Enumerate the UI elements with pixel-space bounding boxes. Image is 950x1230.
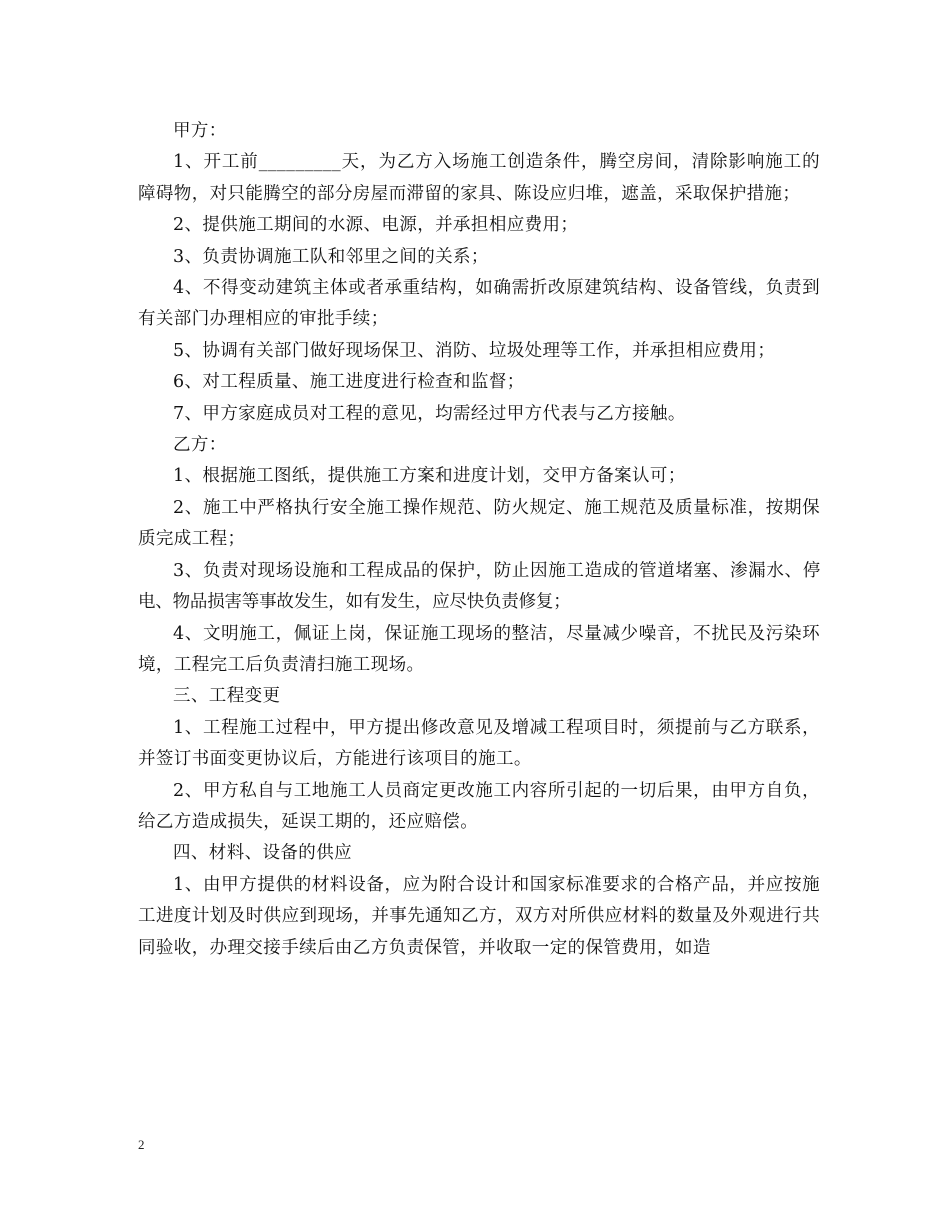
paragraph: 3、负责协调施工队和邻里之间的关系； bbox=[173, 246, 489, 267]
paragraph: 6、对工程质量、施工进度进行检查和监督； bbox=[173, 372, 525, 393]
section-heading-changes: 三、工程变更 bbox=[173, 686, 281, 707]
document-body bbox=[138, 116, 820, 964]
section-heading-materials: 四、材料、设备的供应 bbox=[173, 843, 352, 864]
page-number: 2 bbox=[138, 1137, 145, 1152]
paragraph: 5、协调有关部门做好现场保卫、消防、垃圾处理等工作，并承担相应费用； bbox=[173, 340, 776, 361]
paragraph: 2、提供施工期间的水源、电源，并承担相应费用； bbox=[173, 215, 579, 236]
paragraph: 2、甲方私自与工地施工人员商定更改施工内容所引起的一切后果，由甲方自负，给乙方造成损失，延误工期的，还应赔偿。 bbox=[138, 780, 820, 832]
paragraph: 3、负责对现场设施和工程成品的保护，防止因施工造成的管道堵塞、渗漏水、停电、物品损害等事故发生，如有发生，应尽快负责修复； bbox=[138, 560, 820, 613]
paragraph: 1、开工前_________天，为乙方入场施工创造条件，腾空房间，清除影响施工的障碍物，对只能腾空的部分房屋而滞留的家具、陈设应归堆，遮盖，采取保护措施； bbox=[138, 152, 820, 204]
paragraph: 2、施工中严格执行安全施工操作规范、防火规定、施工规范及质量标准，按期保质完成工程； bbox=[138, 497, 820, 550]
section-heading-party-b: 乙方： bbox=[173, 435, 227, 456]
paragraph: 7、甲方家庭成员对工程的意见，均需经过甲方代表与乙方接触。 bbox=[173, 403, 686, 424]
paragraph: 4、文明施工，佩证上岗，保证施工现场的整洁，尽量减少噪音，不扰民及污染环境，工程完工后负责清扫施工现场。 bbox=[138, 623, 820, 675]
paragraph: 1、由甲方提供的材料设备，应为附合设计和国家标准要求的合格产品，并应按施工进度计划及时供应到现场，并事先通知乙方，双方对所供应材料的数量及外观进行共同验收，办理交接手续后由乙方负责保管，并收取一定的保管费用，如造 bbox=[138, 874, 820, 958]
paragraph: 1、工程施工过程中，甲方提出修改意见及增减工程项目时，须提前与乙方联系，并签订书面变更协议后，方能进行该项目的施工。 bbox=[138, 717, 820, 770]
paragraph: 4、不得变动建筑主体或者承重结构，如确需折改原建筑结构、设备管线，负责到有关部门办理相应的审批手续； bbox=[138, 278, 820, 330]
section-heading-party-a: 甲方： bbox=[173, 121, 227, 141]
paragraph: 1、根据施工图纸，提供施工方案和进度计划，交甲方备案认可； bbox=[173, 466, 686, 487]
